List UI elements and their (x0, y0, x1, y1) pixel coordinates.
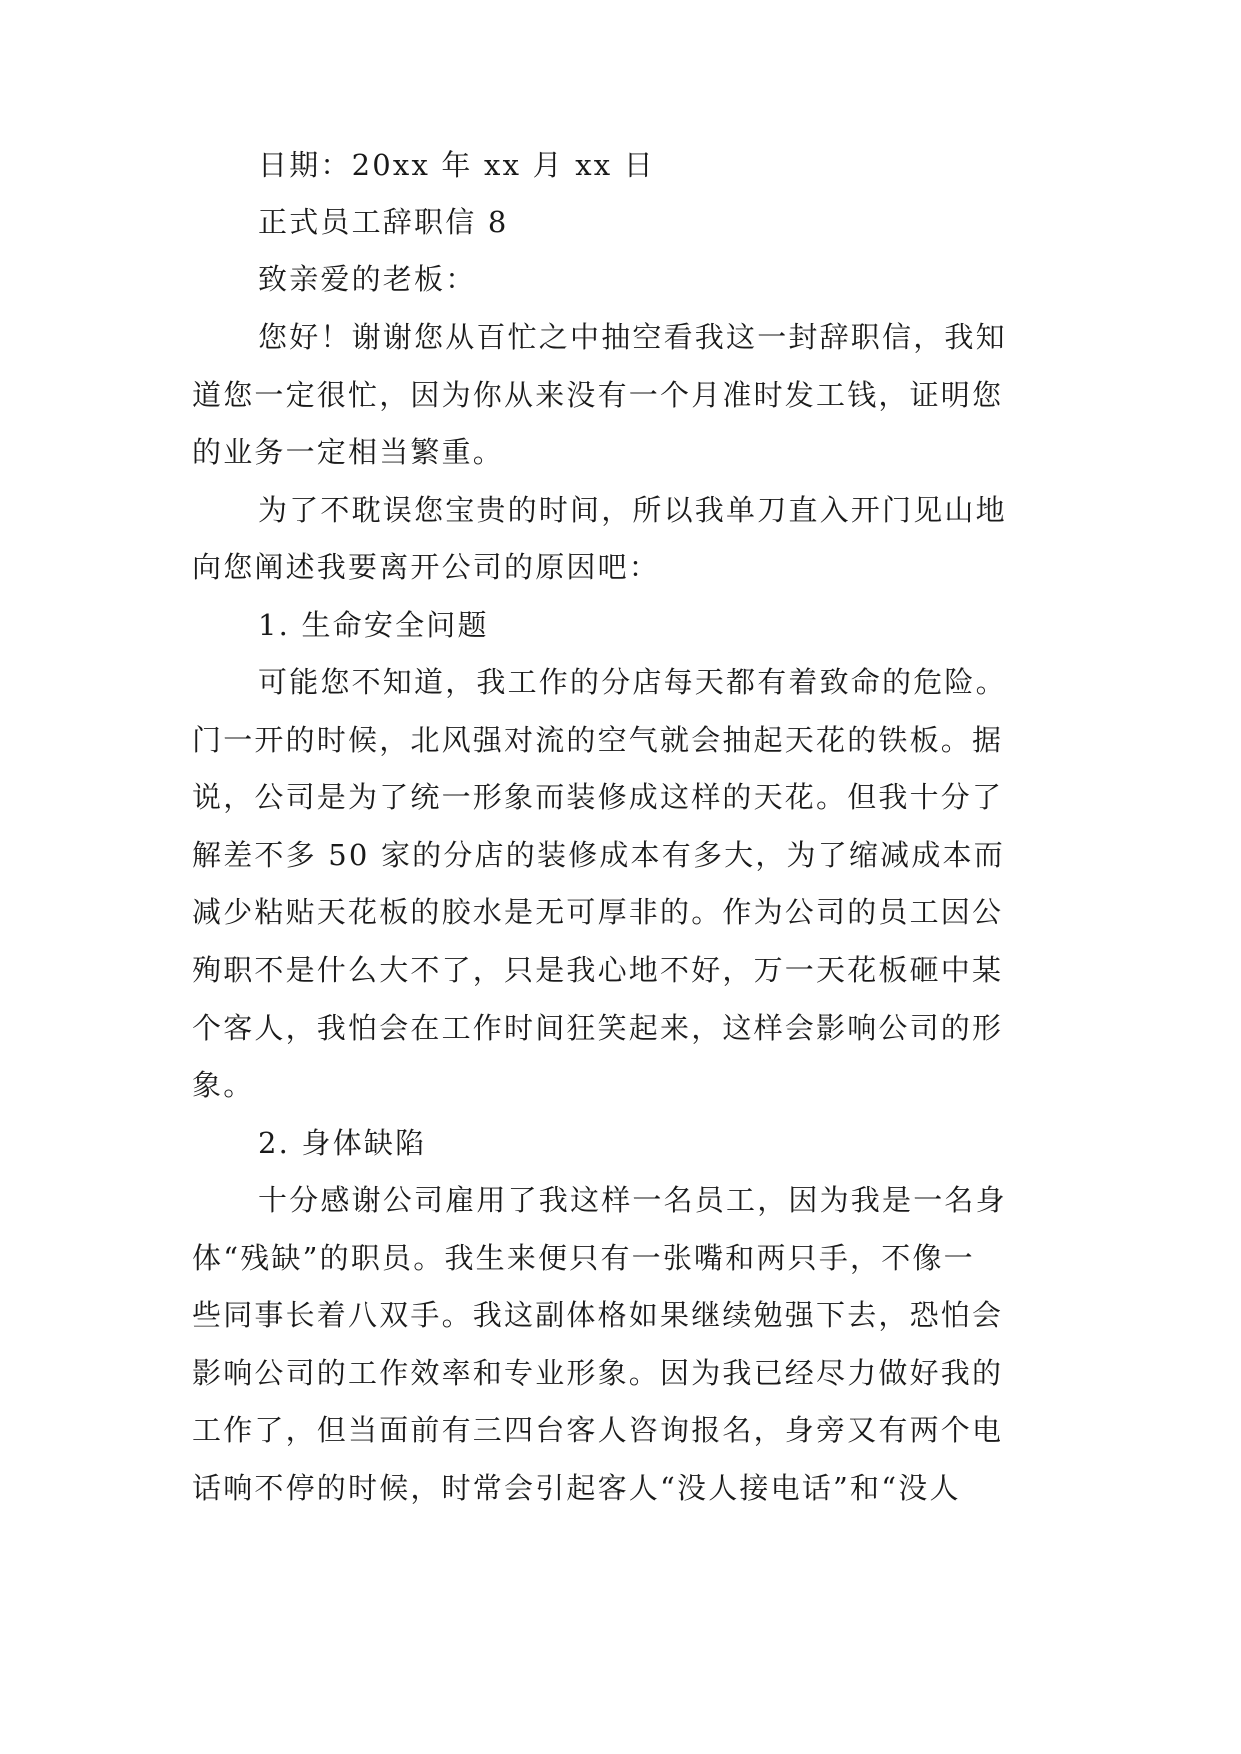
paragraph-line: 说，公司是为了统一形象而装修成这样的天花。但我十分了 (192, 780, 1004, 814)
paragraph-line: 的业务一定相当繁重。 (192, 435, 505, 469)
salutation: 致亲爱的老板： (258, 262, 477, 296)
paragraph-line: 话响不停的时候，时常会引起客人“没人接电话”和“没人 (192, 1471, 961, 1505)
paragraph-line: 可能您不知道，我工作的分店每天都有着致命的危险。 (258, 665, 1007, 699)
paragraph-line: 减少粘贴天花板的胶水是无可厚非的。作为公司的员工因公 (192, 895, 1004, 929)
paragraph-line: 些同事长着八双手。我这副体格如果继续勉强下去，恐怕会 (192, 1298, 1004, 1332)
paragraph-line: 向您阐述我要离开公司的原因吧： (192, 550, 661, 584)
paragraph-line: 解差不多 50 家的分店的装修成本有多大，为了缩减成本而 (192, 838, 1005, 872)
section-heading: 2. 身体缺陷 (258, 1126, 427, 1160)
date-line: 日期：20xx 年 xx 月 xx 日 (258, 148, 655, 182)
paragraph-line: 门一开的时候，北风强对流的空气就会抽起天花的铁板。据 (192, 723, 1004, 757)
paragraph-line: 体“残缺”的职员。我生来便只有一张嘴和两只手，不像一 (192, 1241, 975, 1275)
paragraph-line: 影响公司的工作效率和专业形象。因为我已经尽力做好我的 (192, 1356, 1004, 1390)
paragraph-line: 工作了，但当面前有三四台客人咨询报名，身旁又有两个电 (192, 1413, 1004, 1447)
paragraph-line: 象。 (192, 1068, 255, 1102)
paragraph-line: 殉职不是什么大不了，只是我心地不好，万一天花板砸中某 (192, 953, 1004, 987)
paragraph-line: 个客人，我怕会在工作时间狂笑起来，这样会影响公司的形 (192, 1011, 1004, 1045)
letter-title: 正式员工辞职信 8 (258, 205, 509, 239)
paragraph-line: 您好！谢谢您从百忙之中抽空看我这一封辞职信，我知 (258, 320, 1007, 354)
paragraph-line: 为了不耽误您宝贵的时间，所以我单刀直入开门见山地 (258, 493, 1007, 527)
section-heading: 1. 生命安全问题 (258, 608, 489, 642)
paragraph-line: 十分感谢公司雇用了我这样一名员工，因为我是一名身 (258, 1183, 1007, 1217)
paragraph-line: 道您一定很忙，因为你从来没有一个月准时发工钱，证明您 (192, 378, 1004, 412)
